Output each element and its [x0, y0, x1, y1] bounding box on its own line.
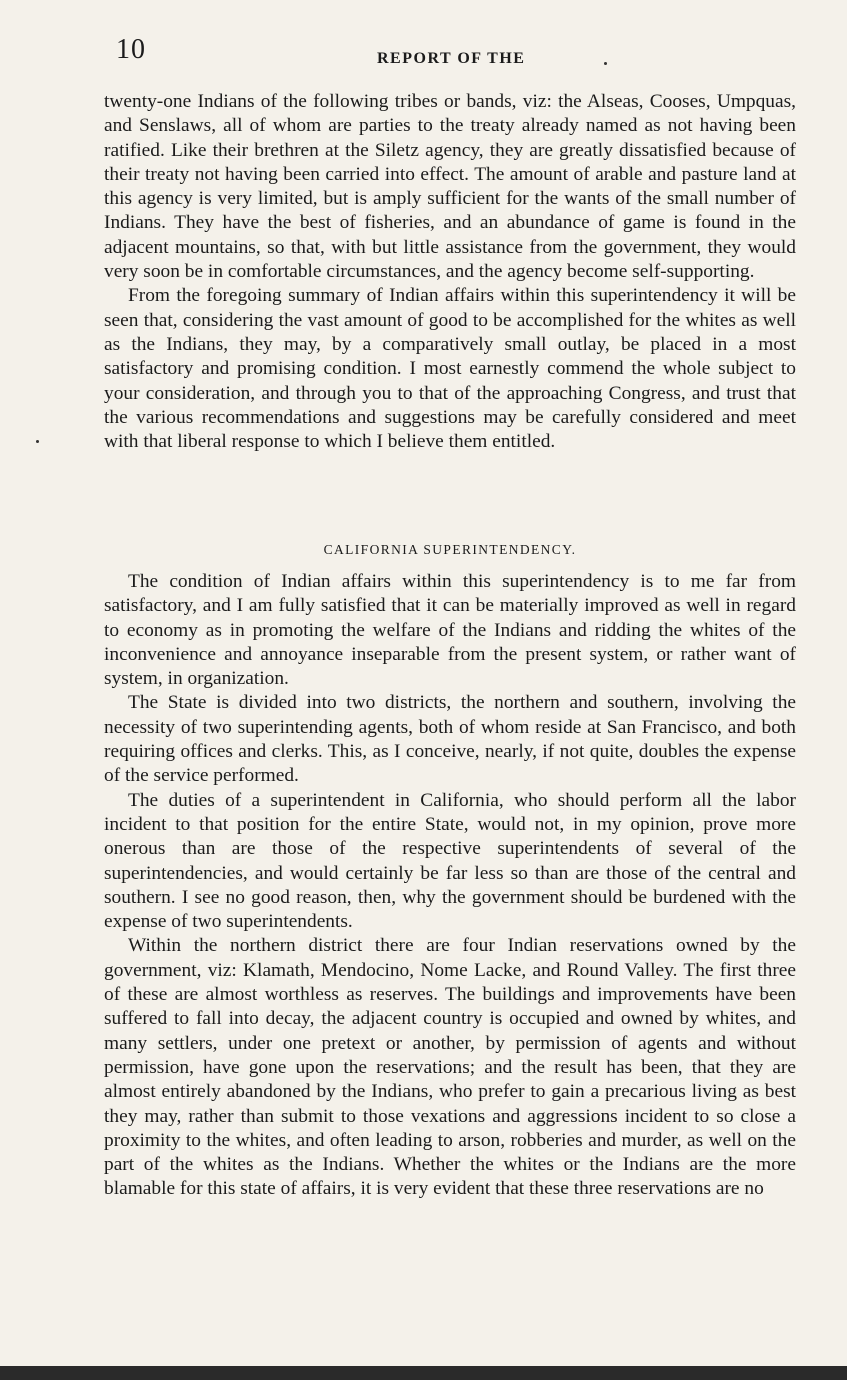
paragraph: The duties of a superintendent in California, who should perform all the labor incident to that position for the entire State, would not, in my opinion, prove more onerous than are those of the respective superintendents of several of the superintendencies, and would certainly be far less so than are those of the central and southern. I see no good reason, then, why the government should be burdened with the expense of two superintendents.: [104, 789, 796, 933]
paragraph: twenty-one Indians of the following tribes or bands, viz: the Alseas, Cooses, Umpquas, and Senslaws, all of whom are parties to the treaty already named as not having been ratified. Like their brethren at the Siletz agency, they are greatly dissatisfied because of their treaty not having been carried into effect. The amount of arable and pasture land at this agency is very limited, but is amply sufficient for the wants of the small number of Indians. They have the best of fisheries, and an abundance of game is found in the adjacent mountains, so that, with but little assistance from the government, they would very soon be in comfortable circumstances, and the agency become self-supporting.: [104, 91, 796, 283]
page-number: 10: [116, 34, 146, 65]
running-head: REPORT OF THE: [377, 50, 526, 67]
paragraph: The condition of Indian affairs within this superintendency is to me far from satisfactory, and I am fully satisfied that it can be materially improved as well in regard to economy as in promoting the welfare of the Indians and ridding the whites of the inconvenience and annoyance inseparable from the present system, or rather want of system, in organization.: [104, 571, 796, 690]
stray-mark: [36, 440, 39, 443]
body-text-top: [104, 90, 796, 454]
stray-mark: [604, 62, 607, 65]
paragraph: From the foregoing summary of Indian affairs within this superintendency it will be seen that, considering the vast amount of good to be accomplished for the whites as well as the Indians, they may, by a comparatively small outlay, be placed in a most satisfactory and promising condition. I most earnestly commend the whole subject to your consideration, and through you to that of the approaching Congress, and trust that the various recommendations and suggestions may be carefully considered and meet with that liberal response to which I believe them entitled.: [104, 285, 796, 453]
scan-bottom-edge: [0, 1366, 847, 1380]
paragraph: Within the northern district there are four Indian reservations owned by the government, viz: Klamath, Mendocino, Nome Lacke, and Round Valley. The first three of these are almost worthless as reserves. The buildings and improvements have been suffered to fall into decay, the adjacent country is occupied and owned by whites, and many settlers, under one pretext or another, by permission of agents and without permission, have gone upon the reservations; and the result has been, that they are almost entirely abandoned by the Indians, who prefer to gain a precarious living as best they may, rather than submit to those vexations and aggressions incident to so close a proximity to the whites, and often leading to arson, robberies and murder, as well on the part of the whites as the Indians. Whether the whites or the Indians are the more blamable for this state of affairs, it is very evident that these three reservations are no: [104, 935, 796, 1200]
body-text-bottom: [104, 570, 796, 1202]
section-heading: CALIFORNIA SUPERINTENDENCY.: [323, 542, 577, 557]
paragraph: The State is divided into two districts, the northern and southern, involving the necessity of two superintending agents, both of whom reside at San Francisco, and both requiring offices and clerks. This, as I conceive, nearly, if not quite, doubles the expense of the service performed.: [104, 692, 796, 787]
